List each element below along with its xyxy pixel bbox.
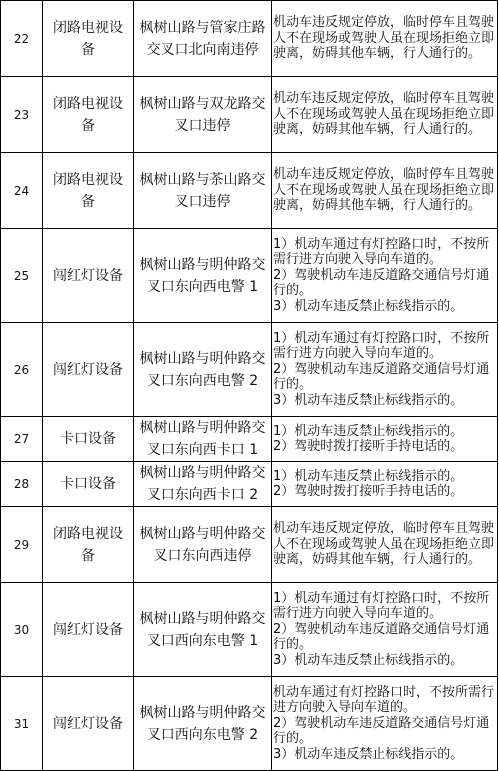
description-line: 3）机动车违反禁止标线指示的。 (273, 392, 464, 408)
violation-description (272, 153, 498, 229)
violation-description (272, 417, 498, 462)
violation-description (272, 1, 498, 77)
violation-description (272, 229, 498, 323)
description-line: 2）驾驶机动车违反道路交通信号灯通行的。 (273, 267, 490, 299)
table-row (1, 507, 498, 583)
row-number: 31 (1, 677, 43, 771)
device-location: 枫树山路与明仲路交叉口东向西电警 1 (134, 229, 272, 323)
device-type: 闯红灯设备 (43, 583, 134, 677)
table-row (1, 323, 498, 417)
row-number: 28 (1, 462, 43, 507)
device-type: 闭路电视设备 (43, 77, 134, 153)
description-line: 机动车违反规定停放，临时停车且驾驶人不在现场或驾驶人虽在现场拒绝立即驶离，妨碍其他车辆，行人通行的。 (273, 521, 495, 568)
description-line: 1）机动车通过有灯控路口时，不按所需行进方向驶入导向车道的。 (273, 236, 490, 268)
device-type: 闯红灯设备 (43, 323, 134, 417)
table-row (1, 1, 498, 77)
description-line: 2）驾驶机动车违反道路交通信号灯通行的。 (273, 715, 490, 747)
device-location: 枫树山路与管家庄路交叉口北向南违停 (134, 1, 272, 77)
device-type: 闭路电视设备 (43, 507, 134, 583)
violation-description (272, 323, 498, 417)
row-number: 27 (1, 417, 43, 462)
description-line: 2）驾驶时拨打接听手持电话的。 (273, 439, 464, 454)
row-number: 25 (1, 229, 43, 323)
row-number: 22 (1, 1, 43, 77)
device-location: 枫树山路与明仲路交叉口东向西卡口 2 (134, 462, 272, 507)
description-line: 1）机动车通过有灯控路口时，不按所需行进方向驶入导向车道的。 (273, 590, 490, 622)
violation-description (272, 583, 498, 677)
device-type: 闭路电视设备 (43, 1, 134, 77)
description-line: 机动车违反规定停放，临时停车且驾驶人不在现场或驾驶人虽在现场拒绝立即驶离，妨碍其他车辆，行人通行的。 (273, 91, 495, 138)
table-row (1, 583, 498, 677)
device-type: 卡口设备 (43, 462, 134, 507)
violation-description (272, 77, 498, 153)
description-line: 机动车违反规定停放，临时停车且驾驶人不在现场或驾驶人虽在现场拒绝立即驶离，妨碍其他车辆，行人通行的。 (273, 15, 495, 62)
device-location: 枫树山路与明仲路交叉口西向东电警 2 (134, 677, 272, 771)
description-line: 1）机动车违反禁止标线指示的。 (273, 468, 464, 484)
table-row (1, 417, 498, 462)
row-number: 26 (1, 323, 43, 417)
row-number: 23 (1, 77, 43, 153)
description-line: 机动车违反规定停放，临时停车且驾驶人不在现场或驾驶人虽在现场拒绝立即驶离，妨碍其他车辆，行人通行的。 (273, 167, 495, 214)
device-type: 闯红灯设备 (43, 677, 134, 771)
violation-description (272, 677, 498, 771)
device-location: 枫树山路与明仲路交叉口东向西卡口 1 (134, 417, 272, 462)
description-line: 2）驾驶机动车违反道路交通信号灯通行的。 (273, 621, 490, 653)
device-location: 枫树山路与明仲路交叉口西向东电警 1 (134, 583, 272, 677)
description-line: 1）机动车通过有灯控路口时，不按所需行进方向驶入导向车道的。 (273, 330, 490, 362)
device-location: 枫树山路与明仲路交叉口东向西电警 2 (134, 323, 272, 417)
table-row (1, 229, 498, 323)
row-number: 29 (1, 507, 43, 583)
violation-description (272, 507, 498, 583)
description-line: 1）机动车违反禁止标线指示的。 (273, 423, 464, 439)
table-row (1, 153, 498, 229)
device-location: 枫树山路与茶山路交叉口违停 (134, 153, 272, 229)
device-type: 闭路电视设备 (43, 153, 134, 229)
description-line: 3）机动车违反禁止标线指示的。 (273, 298, 464, 314)
row-number: 24 (1, 153, 43, 229)
table-row (1, 462, 498, 507)
device-type: 卡口设备 (43, 417, 134, 462)
table-row (1, 677, 498, 771)
description-line: 3）机动车违反禁止标线指示的。 (273, 746, 464, 762)
table-row (1, 77, 498, 153)
description-line: 3）机动车违反禁止标线指示的。 (273, 652, 464, 668)
device-location: 枫树山路与双龙路交叉口违停 (134, 77, 272, 153)
device-location: 枫树山路与明仲路交叉口东向西违停 (134, 507, 272, 583)
description-line: 2）驾驶时拨打接听手持电话的。 (273, 484, 464, 499)
row-number: 30 (1, 583, 43, 677)
device-type: 闯红灯设备 (43, 229, 134, 323)
description-line: 2）驾驶机动车违反道路交通信号灯通行的。 (273, 361, 490, 393)
description-line: 机动车通过有灯控路口时，不按所需行进方向驶入导向车道的。 (273, 684, 495, 716)
violation-description (272, 462, 498, 507)
